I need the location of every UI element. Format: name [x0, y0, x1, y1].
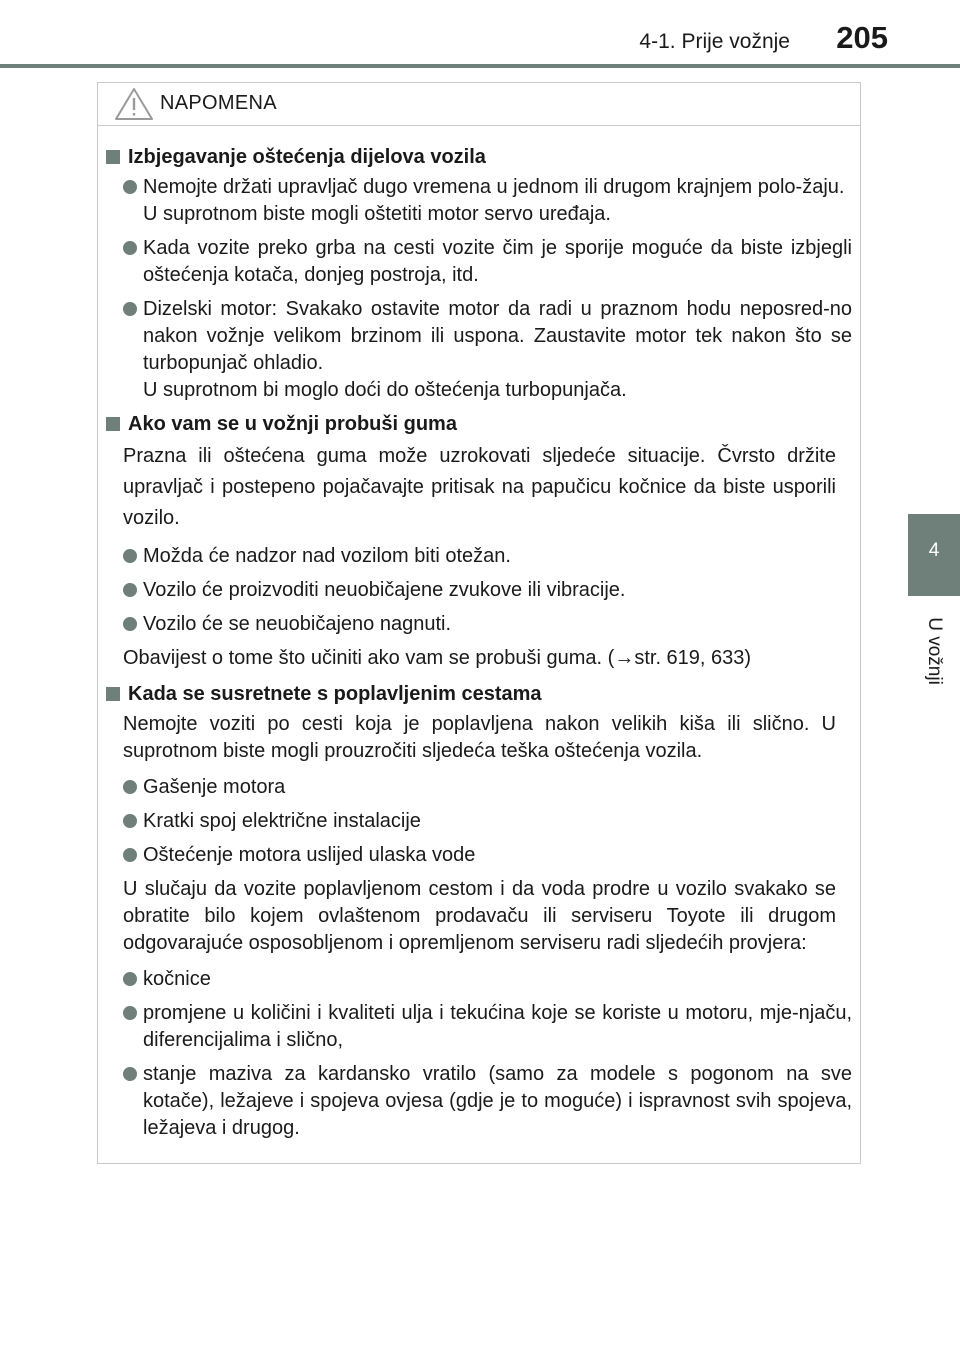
list-item-text: Kada vozite preko grba na cesti vozite čim je sporije moguće da biste izbjegli oštećenja kotača, donjeg postroja, itd. — [143, 237, 852, 286]
circle-bullet-icon — [123, 241, 137, 255]
list-item-text: Kratki spoj električne instalacije — [143, 810, 421, 832]
list-item — [106, 774, 852, 801]
circle-bullet-icon — [123, 549, 137, 563]
header-rule — [0, 64, 960, 68]
paragraph: Nemojte voziti po cesti koja je poplavljena nakon velikih kiša ili slično. U suprotnom biste mogli prouzročiti sljedeća teška oštećenja vozila. — [123, 713, 836, 762]
circle-bullet-icon — [123, 583, 137, 597]
list-item-text: promjene u količini i kvaliteti ulja i tekućina koje se koriste u motoru, mje-njaču, diferencijalima i slično, — [143, 1002, 852, 1051]
notice-content — [98, 126, 860, 1142]
square-bullet-icon — [106, 687, 120, 701]
list-item — [106, 174, 852, 228]
list-item-text: Gašenje motora — [143, 776, 286, 798]
chapter-number: 4 — [928, 540, 940, 561]
notice-box — [97, 82, 861, 1164]
circle-bullet-icon — [123, 302, 137, 316]
header-section-title: 4-1. Prije vožnje — [639, 30, 790, 53]
list-item — [106, 543, 852, 570]
circle-bullet-icon — [123, 972, 137, 986]
list-item — [106, 296, 852, 404]
section-heading — [106, 144, 852, 171]
notice-title: NAPOMENA — [160, 92, 277, 114]
circle-bullet-icon — [123, 780, 137, 794]
list-item-text: Nemojte držati upravljač dugo vremena u jednom ili drugom krajnjem polo-žaju. — [143, 176, 845, 198]
section-title-text: Izbjegavanje oštećenja dijelova vozila — [128, 146, 486, 168]
chapter-tab — [908, 514, 960, 596]
section-heading — [106, 681, 852, 708]
notice-header — [98, 83, 860, 126]
circle-bullet-icon — [123, 1006, 137, 1020]
list-item — [106, 808, 852, 835]
circle-bullet-icon — [123, 617, 137, 631]
list-item-text: stanje maziva za kardansko vratilo (samo za modele s pogonom na sve kotače), ležajeve i spojeva ovjesa (gdje je to moguće) i ispravnost svih spojeva, ležajeva i drugog. — [143, 1063, 852, 1139]
page-header — [0, 0, 960, 70]
list-item-text: Oštećenje motora uslijed ulaska vode — [143, 844, 476, 866]
paragraph: Obavijest o tome što učiniti ako vam se probuši guma. (→str. 619, 633) — [123, 647, 752, 669]
list-item — [106, 1061, 852, 1142]
list-item-subtext: U suprotnom biste mogli oštetiti motor servo uređaja. — [143, 203, 611, 225]
list-item — [106, 966, 852, 993]
circle-bullet-icon — [123, 180, 137, 194]
warning-icon — [114, 87, 154, 121]
list-item-text: Dizelski motor: Svakako ostavite motor da radi u praznom hodu neposred-no nakon vožnje velikom brzinom ili uspona. Zaustavite motor tek nakon što se turbopunjač ohladio. — [143, 298, 852, 374]
list-item — [106, 577, 852, 604]
page-number: 205 — [836, 20, 888, 55]
list-item — [106, 235, 852, 289]
section-title-text: Ako vam se u vožnji probuši guma — [128, 413, 457, 435]
circle-bullet-icon — [123, 814, 137, 828]
square-bullet-icon — [106, 150, 120, 164]
list-item — [106, 611, 852, 638]
list-item-text: Vozilo će se neuobičajeno nagnuti. — [143, 613, 452, 635]
list-item — [106, 1000, 852, 1054]
circle-bullet-icon — [123, 848, 137, 862]
list-item-text: Vozilo će proizvoditi neuobičajene zvukove ili vibracije. — [143, 579, 626, 601]
chapter-label-container — [920, 600, 948, 720]
list-item-text: kočnice — [143, 968, 211, 990]
square-bullet-icon — [106, 417, 120, 431]
list-item-subtext: U suprotnom bi moglo doći do oštećenja turbopunjača. — [143, 379, 627, 401]
list-item — [106, 842, 852, 869]
paragraph: U slučaju da vozite poplavljenom cestom i da voda prodre u vozilo svakako se obratite bilo kojem ovlaštenom prodavaču ili serviseru Toyote ili drugom odgovarajuće osposobljenom i opremljenom serviseru radi sljedećih provjera: — [123, 878, 836, 954]
chapter-label: U vožnji — [924, 617, 945, 685]
section-heading — [106, 411, 852, 438]
section-title-text: Kada se susretnete s poplavljenim cestama — [128, 683, 542, 705]
circle-bullet-icon — [123, 1067, 137, 1081]
paragraph: Prazna ili oštećena guma može uzrokovati sljedeće situacije. Čvrsto držite upravljač i postepeno pojačavajte pritisak na papučicu kočnice da biste usporili vozilo. — [123, 445, 836, 529]
list-item-text: Možda će nadzor nad vozilom biti otežan. — [143, 545, 511, 567]
